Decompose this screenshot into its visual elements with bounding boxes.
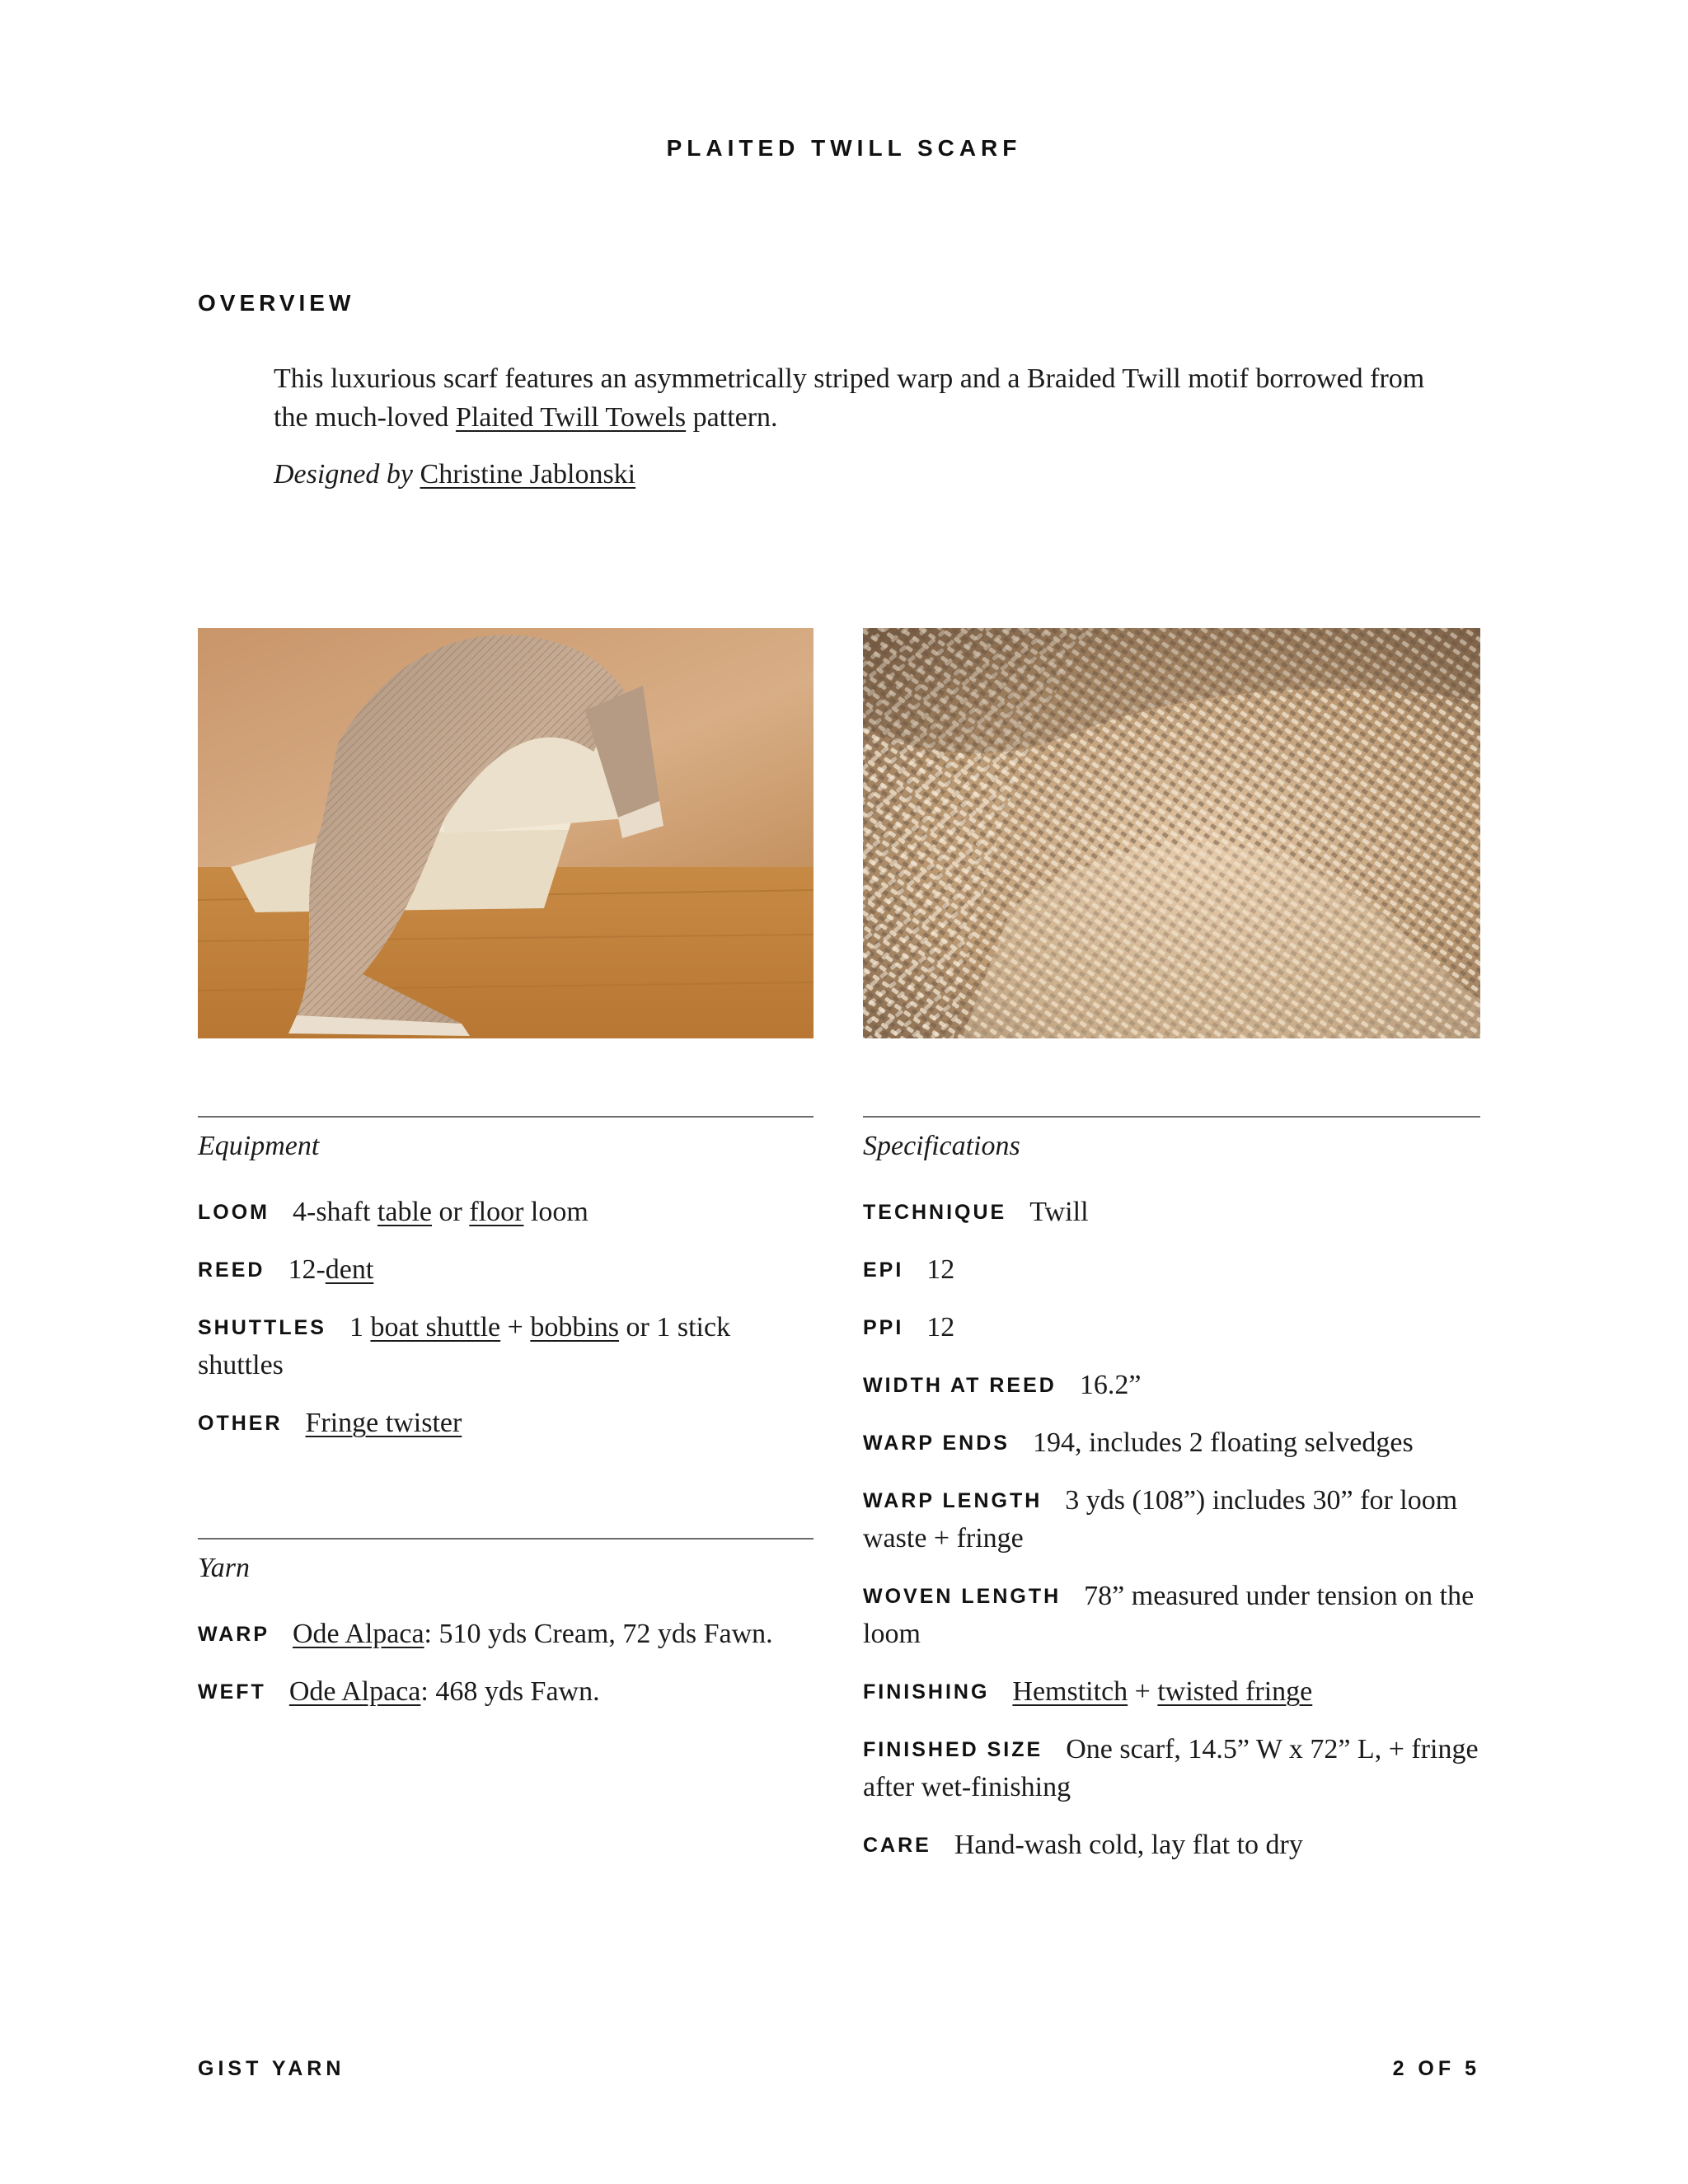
width-at-reed-label: WIDTH AT REED [863, 1374, 1057, 1397]
warp-length-label: WARP LENGTH [863, 1489, 1043, 1512]
twisted-fringe-link[interactable]: twisted fringe [1157, 1676, 1313, 1707]
weave-closeup-image [863, 628, 1480, 1038]
fringe-twister-link[interactable]: Fringe twister [305, 1408, 462, 1438]
ppi-label: PPI [863, 1316, 904, 1339]
designer-credit [274, 455, 1444, 494]
warp-ode-alpaca-link[interactable]: Ode Alpaca [293, 1619, 424, 1649]
warp-ends-label: WARP ENDS [863, 1432, 1010, 1455]
loom-text: 4-shaft [293, 1197, 377, 1227]
other-row [198, 1404, 814, 1442]
loom-label: LOOM [198, 1201, 270, 1224]
warp-yarn-row [198, 1615, 814, 1653]
width-at-reed-row [863, 1366, 1480, 1404]
reed-label: REED [198, 1258, 265, 1282]
plaited-twill-towels-link[interactable]: Plaited Twill Towels [455, 402, 687, 433]
overview-heading: OVERVIEW [198, 290, 355, 316]
weft-yarn-amount: : 468 yds Fawn. [420, 1676, 600, 1707]
scarf-photo [198, 628, 814, 1038]
other-label: OTHER [198, 1412, 283, 1435]
warp-ends-row [863, 1424, 1480, 1462]
equipment-divider [198, 1116, 814, 1118]
woven-length-row [863, 1577, 1480, 1653]
footer-brand: GIST YARN [198, 2057, 345, 2080]
reed-row [198, 1251, 814, 1289]
floor-loom-link[interactable]: floor [469, 1197, 524, 1227]
woven-length-value: 78” measured under tension on the loom [863, 1581, 1475, 1649]
weft-ode-alpaca-link[interactable]: Ode Alpaca [288, 1676, 421, 1707]
ppi-row [863, 1309, 1480, 1347]
bobbins-link[interactable]: bobbins [530, 1312, 620, 1343]
care-row [863, 1826, 1480, 1864]
shuttles-label: SHUTTLES [198, 1316, 326, 1339]
hemstitch-link[interactable]: Hemstitch [1012, 1676, 1128, 1707]
woven-length-label: WOVEN LENGTH [863, 1585, 1062, 1608]
loom-text-or: or [432, 1197, 470, 1227]
yarn-title: Yarn [198, 1553, 251, 1583]
specifications-section [863, 1116, 1480, 1884]
finishing-row [863, 1673, 1480, 1711]
care-value: Hand-wash cold, lay flat to dry [954, 1830, 1303, 1860]
epi-value: 12 [926, 1254, 955, 1285]
finishing-label: FINISHING [863, 1680, 990, 1704]
designed-by-label: Designed by [274, 459, 414, 490]
technique-value: Twill [1029, 1197, 1089, 1227]
table-loom-link[interactable]: table [377, 1197, 432, 1227]
weave-closeup-photo [863, 628, 1480, 1038]
warp-ends-value: 194, includes 2 floating selvedges [1032, 1427, 1414, 1458]
designer-link[interactable]: Christine Jablonski [420, 459, 636, 490]
warp-length-value: 3 yds (108”) includes 30” for loom waste + fringe [863, 1485, 1458, 1554]
yarn-divider [198, 1538, 814, 1540]
specifications-divider [863, 1116, 1480, 1118]
intro-text-end: pattern. [686, 402, 778, 433]
epi-row [863, 1251, 1480, 1289]
reed-text: 12- [288, 1254, 326, 1285]
finishing-plus: + [1128, 1676, 1158, 1707]
width-at-reed-value: 16.2” [1079, 1370, 1142, 1400]
boat-shuttle-link[interactable]: boat shuttle [370, 1312, 501, 1343]
overview-body [274, 359, 1444, 494]
technique-row [863, 1193, 1480, 1231]
technique-label: TECHNIQUE [863, 1201, 1007, 1224]
weft-yarn-label: WEFT [198, 1680, 266, 1704]
warp-yarn-label: WARP [198, 1623, 270, 1646]
overview-intro [274, 359, 1444, 437]
warp-yarn-amount: : 510 yds Cream, 72 yds Fawn. [424, 1619, 773, 1649]
weft-yarn-row [198, 1673, 814, 1711]
dent-link[interactable]: dent [325, 1254, 374, 1285]
warp-length-row [863, 1482, 1480, 1558]
shuttles-text-end: or 1 stick shuttles [198, 1312, 731, 1380]
epi-label: EPI [863, 1258, 904, 1282]
shuttles-plus: + [500, 1312, 531, 1343]
yarn-section [198, 1538, 814, 1731]
footer-page-number: 2 OF 5 [1392, 2057, 1480, 2080]
intro-text: This luxurious scarf features an asymmetrically striped warp and a Braided Twill motif borrowed from the much-loved [274, 363, 1425, 433]
ppi-value: 12 [926, 1312, 955, 1343]
equipment-title: Equipment [198, 1131, 320, 1161]
loom-text-end: loom [523, 1197, 588, 1227]
shuttles-row [198, 1309, 814, 1385]
loom-row [198, 1193, 814, 1231]
specifications-title: Specifications [863, 1131, 1020, 1161]
equipment-section [198, 1116, 814, 1462]
finished-size-row [863, 1731, 1480, 1807]
scarf-photo-image [198, 628, 814, 1038]
finished-size-value: One scarf, 14.5” W x 72” L, + fringe after wet-finishing [863, 1734, 1479, 1802]
page-title: PLAITED TWILL SCARF [666, 135, 1022, 161]
shuttles-text: 1 [349, 1312, 371, 1343]
finished-size-label: FINISHED SIZE [863, 1738, 1043, 1761]
care-label: CARE [863, 1834, 931, 1857]
